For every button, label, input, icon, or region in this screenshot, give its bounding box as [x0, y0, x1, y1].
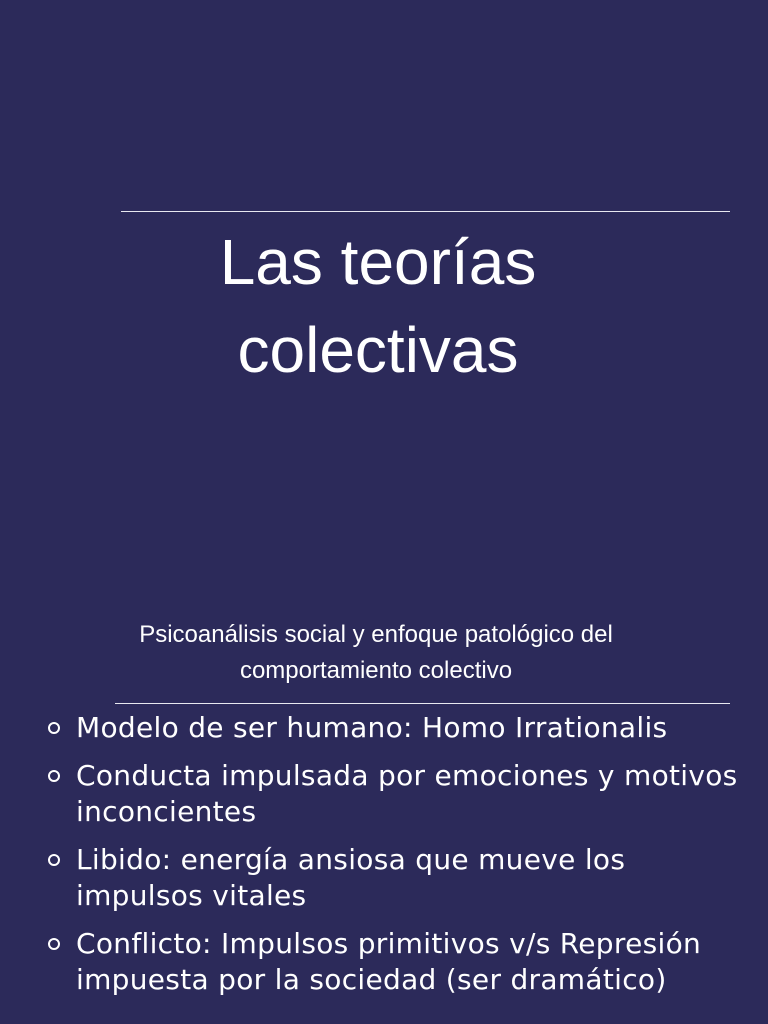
hollow-circle-bullet-icon — [48, 854, 60, 866]
title-line-1: Las teorías — [219, 226, 537, 298]
bullet-text: Conducta impulsada por emociones y motivos inconcientes — [76, 759, 738, 828]
bullet-text: Modelo de ser humano: Homo Irrationalis — [76, 711, 668, 744]
bullet-text: Conflicto: Impulsos primitivos v/s Represión impuesta por la sociedad (ser dramático) — [76, 927, 702, 996]
bullet-item — [0, 842, 768, 914]
hollow-circle-bullet-icon — [48, 938, 60, 950]
slide-title — [100, 218, 656, 394]
bullet-item — [0, 926, 768, 998]
hollow-circle-bullet-icon — [48, 722, 60, 734]
bullet-item — [0, 710, 768, 746]
title-line-2: colectivas — [237, 314, 519, 386]
bullet-item — [0, 758, 768, 830]
bullet-text: Libido: energía ansiosa que mueve los impulsos vitales — [76, 843, 626, 912]
subtitle-line-2: comportamiento colectivo — [239, 657, 513, 684]
bullet-list — [0, 710, 768, 1010]
top-divider-line — [121, 211, 730, 212]
slide-subtitle — [60, 617, 692, 689]
subtitle-line-1: Psicoanálisis social y enfoque patológico del — [139, 621, 613, 648]
hollow-circle-bullet-icon — [48, 770, 60, 782]
middle-divider-line — [115, 703, 730, 704]
